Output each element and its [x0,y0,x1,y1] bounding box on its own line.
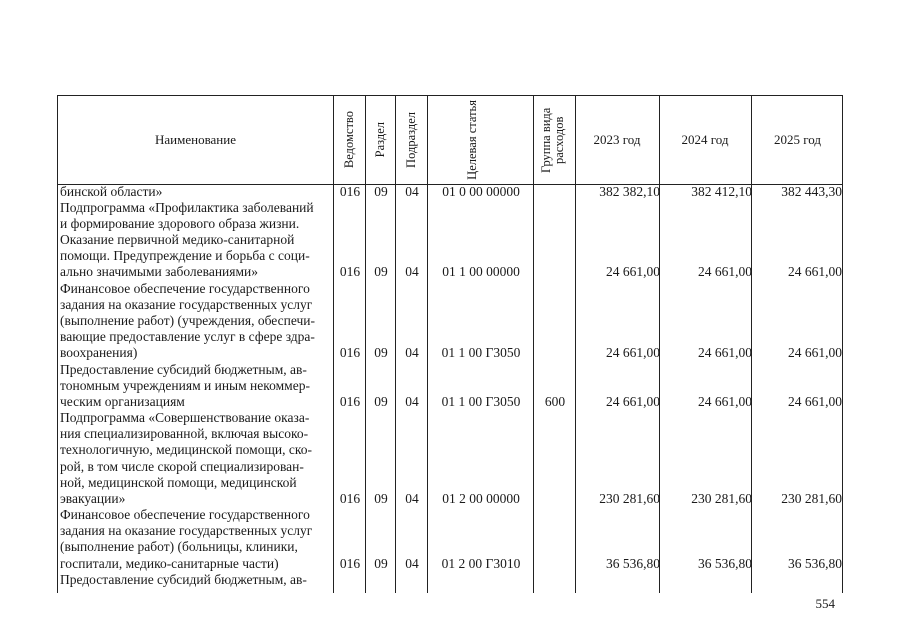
cell-2023: 36 536,80 [606,556,660,571]
cell-podrazdel: 04 [405,394,419,409]
name-line: Финансовое обеспечение государственного [60,281,310,296]
header-podrazdel [395,96,427,184]
cell-2023: 24 661,00 [606,264,660,279]
header-podrazdel-label: Подраздел [403,112,418,168]
name-line: Предоставление субсидий бюджетным, ав- [60,572,307,587]
name-line: помощи. Предупреждение и борьба с соци- [60,248,310,263]
name-line: (выполнение работ) (учреждения, обеспечи- [60,313,315,328]
header-gruppa-label: Группа вида расходов [539,107,566,173]
name-line: Подпрограмма «Совершенствование оказа- [60,410,310,425]
cell-2024: 24 661,00 [698,264,752,279]
cell-ved: 016 [339,491,361,506]
name-line: ально значимыми заболеваниями» [60,264,258,279]
cell-podrazdel: 04 [405,264,419,279]
cell-celevaya: 01 1 00 Г3050 [441,394,521,409]
name-line: ной, медицинской помощи, медицинской [60,475,297,490]
header-razdel-label: Раздел [372,122,387,158]
cell-celevaya: 01 2 00 00000 [442,491,520,506]
cell-celevaya: 01 1 00 Г3050 [441,345,521,360]
cell-2025: 24 661,00 [788,264,842,279]
cell-2023: 230 281,60 [599,491,660,506]
header-2025 [751,96,844,184]
header-2024-label: 2024 год [681,132,729,147]
cell-celevaya: 01 0 00 00000 [442,184,520,199]
cell-2023: 382 382,10 [599,184,660,199]
cell-podrazdel: 04 [405,184,419,199]
cell-celevaya: 01 1 00 00000 [442,264,520,279]
name-line: технологичную, медицинской помощи, ско- [60,442,312,457]
cell-2025: 24 661,00 [788,394,842,409]
page-number: 554 [815,596,835,611]
cell-2025: 36 536,80 [788,556,842,571]
header-razdel [365,96,395,184]
name-line: задания на оказание государственных услуг [60,297,313,312]
header-2023-label: 2023 год [593,132,641,147]
cell-razdel: 09 [374,345,388,360]
cell-celevaya: 01 2 00 Г3010 [441,556,521,571]
cell-ved: 016 [339,184,361,199]
cell-2025: 382 443,30 [781,184,842,199]
cell-podrazdel: 04 [405,556,419,571]
cell-2024: 36 536,80 [698,556,752,571]
cell-2024: 382 412,10 [691,184,752,199]
header-celevaya-label: Целевая статья [465,100,479,180]
name-line: Оказание первичной медико-санитарной [60,232,295,247]
cell-2023: 24 661,00 [606,345,660,360]
header-celevaya [427,96,533,184]
cell-2023: 24 661,00 [606,394,660,409]
header-name [58,96,333,184]
name-line: госпитали, медико-санитарные части) [60,556,279,571]
header-gruppa [533,96,575,184]
name-line: воохранения) [60,345,138,360]
name-line: Предоставление субсидий бюджетным, ав- [60,362,307,377]
name-line: (выполнение работ) (больницы, клиники, [60,539,298,554]
budget-table [57,95,843,593]
cell-2025: 24 661,00 [788,345,842,360]
name-line: Финансовое обеспечение государственного [60,507,310,522]
cell-2024: 24 661,00 [698,345,752,360]
header-2025-label: 2025 год [774,132,821,147]
header-ved [333,96,365,184]
cell-razdel: 09 [374,264,388,279]
header-2024 [659,96,751,184]
name-line: рой, в том числе скорой специализирован- [60,459,304,474]
cell-podrazdel: 04 [405,345,419,360]
cell-razdel: 09 [374,184,388,199]
name-line: ческим организациям [60,394,185,409]
name-line: вающие предоставление услуг в сфере здра- [60,329,315,344]
header-ved-label: Ведомство [341,111,356,169]
name-line: Подпрограмма «Профилактика заболеваний [60,200,314,215]
cell-2024: 24 661,00 [698,394,752,409]
cell-ved: 016 [339,556,361,571]
name-line: бинской области» [60,184,163,199]
name-line: задания на оказание государственных услуг [60,523,313,538]
cell-ved: 016 [339,345,361,360]
cell-razdel: 09 [374,394,388,409]
cell-razdel: 09 [374,491,388,506]
cell-ved: 016 [339,394,361,409]
name-line: эвакуации» [60,491,126,506]
name-line: ния специализированной, включая высоко- [60,426,309,441]
cell-2024: 230 281,60 [691,491,752,506]
cell-razdel: 09 [374,556,388,571]
header-name-label: Наименование [155,132,236,147]
cell-gruppa: 600 [544,394,566,409]
cell-ved: 016 [339,264,361,279]
header-2023 [575,96,659,184]
name-line: и формирование здорового образа жизни. [60,216,300,231]
cell-podrazdel: 04 [405,491,419,506]
cell-2025: 230 281,60 [781,491,842,506]
name-line: тономным учреждениям и иным некоммер- [60,378,310,393]
